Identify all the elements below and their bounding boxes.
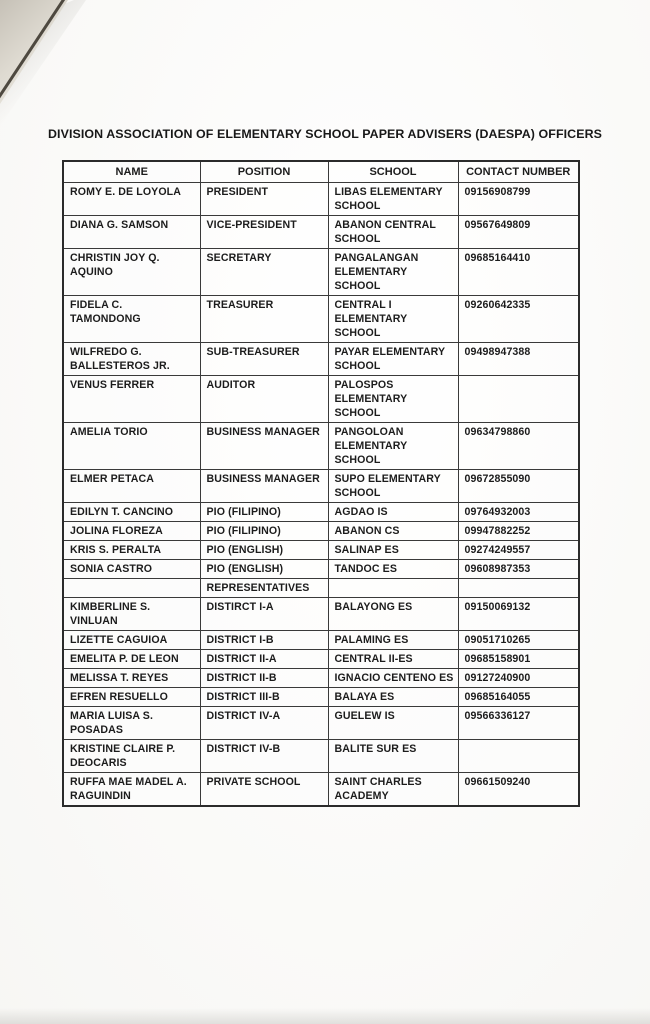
cell-school	[328, 578, 458, 597]
header-row	[63, 161, 579, 182]
cell-name: CHRISTIN JOY Q. AQUINO	[63, 248, 200, 295]
table-row	[63, 739, 579, 772]
cell-contact	[458, 578, 579, 597]
cell-school: ABANON CS	[328, 521, 458, 540]
cell-position: PIO (ENGLISH)	[200, 540, 328, 559]
cell-contact: 09661509240	[458, 772, 579, 806]
cell-contact: 09567649809	[458, 215, 579, 248]
cell-school: PANGOLOAN ELEMENTARY SCHOOL	[328, 422, 458, 469]
cell-name: SONIA CASTRO	[63, 559, 200, 578]
table-row	[63, 422, 579, 469]
table-row	[63, 668, 579, 687]
cell-position: PIO (FILIPINO)	[200, 502, 328, 521]
cell-position: PIO (FILIPINO)	[200, 521, 328, 540]
document-title: DIVISION ASSOCIATION OF ELEMENTARY SCHOOL PAPER ADVISERS (DAESPA) OFFICERS	[47, 127, 602, 141]
cell-school: IGNACIO CENTENO ES	[328, 668, 458, 687]
table-row	[63, 342, 579, 375]
cell-position: DISTRICT II-A	[200, 649, 328, 668]
cell-position: DISTRICT I-B	[200, 630, 328, 649]
table-row	[63, 469, 579, 502]
cell-contact	[458, 375, 579, 422]
cell-name: KRISTINE CLAIRE P. DEOCARIS	[63, 739, 200, 772]
cell-position: AUDITOR	[200, 375, 328, 422]
table-row	[63, 687, 579, 706]
cell-school: PANGALANGAN ELEMENTARY SCHOOL	[328, 248, 458, 295]
cell-school: AGDAO IS	[328, 502, 458, 521]
cell-name: VENUS FERRER	[63, 375, 200, 422]
cell-position: BUSINESS MANAGER	[200, 422, 328, 469]
cell-name: LIZETTE CAGUIOA	[63, 630, 200, 649]
cell-contact: 09051710265	[458, 630, 579, 649]
cell-name: EMELITA P. DE LEON	[63, 649, 200, 668]
table-row	[63, 559, 579, 578]
cell-name: WILFREDO G. BALLESTEROS JR.	[63, 342, 200, 375]
cell-position: VICE-PRESIDENT	[200, 215, 328, 248]
cell-school: ABANON CENTRAL SCHOOL	[328, 215, 458, 248]
table-row	[63, 502, 579, 521]
table-row	[63, 248, 579, 295]
cell-position: TREASURER	[200, 295, 328, 342]
cell-school: SALINAP ES	[328, 540, 458, 559]
table-row	[63, 215, 579, 248]
cell-school: BALAYONG ES	[328, 597, 458, 630]
cell-contact: 09274249557	[458, 540, 579, 559]
cell-position: REPRESENTATIVES	[200, 578, 328, 597]
cell-contact: 09498947388	[458, 342, 579, 375]
cell-name: ROMY E. DE LOYOLA	[63, 182, 200, 215]
cell-position: PRIVATE SCHOOL	[200, 772, 328, 806]
cell-position: BUSINESS MANAGER	[200, 469, 328, 502]
cell-name: FIDELA C. TAMONDONG	[63, 295, 200, 342]
cell-name: EDILYN T. CANCINO	[63, 502, 200, 521]
table-row	[63, 540, 579, 559]
header-school: SCHOOL	[328, 161, 458, 182]
cell-contact: 09672855090	[458, 469, 579, 502]
cell-position: DISTRICT II-B	[200, 668, 328, 687]
cell-school: PALAMING ES	[328, 630, 458, 649]
table-row	[63, 630, 579, 649]
cell-school: PAYAR ELEMENTARY SCHOOL	[328, 342, 458, 375]
header-position: POSITION	[200, 161, 328, 182]
cell-name: MARIA LUISA S. POSADAS	[63, 706, 200, 739]
cell-contact: 09608987353	[458, 559, 579, 578]
table-row	[63, 578, 579, 597]
cell-contact: 09947882252	[458, 521, 579, 540]
cell-contact: 09150069132	[458, 597, 579, 630]
cell-school: PALOSPOS ELEMENTARY SCHOOL	[328, 375, 458, 422]
cell-position: PRESIDENT	[200, 182, 328, 215]
cell-contact: 09260642335	[458, 295, 579, 342]
cell-name: AMELIA TORIO	[63, 422, 200, 469]
cell-name: MELISSA T. REYES	[63, 668, 200, 687]
cell-contact: 09685158901	[458, 649, 579, 668]
cell-contact: 09764932003	[458, 502, 579, 521]
table-row	[63, 597, 579, 630]
table-row	[63, 649, 579, 668]
cell-position: DISTRICT IV-A	[200, 706, 328, 739]
cell-position: PIO (ENGLISH)	[200, 559, 328, 578]
cell-school: SUPO ELEMENTARY SCHOOL	[328, 469, 458, 502]
cell-school: BALITE SUR ES	[328, 739, 458, 772]
cell-contact: 09127240900	[458, 668, 579, 687]
cell-contact	[458, 739, 579, 772]
table-header	[63, 161, 579, 182]
header-name: NAME	[63, 161, 200, 182]
cell-position: DISTIRCT I-A	[200, 597, 328, 630]
cell-school: LIBAS ELEMENTARY SCHOOL	[328, 182, 458, 215]
cell-school: CENTRAL I ELEMENTARY SCHOOL	[328, 295, 458, 342]
cell-position: SUB-TREASURER	[200, 342, 328, 375]
cell-school: TANDOC ES	[328, 559, 458, 578]
table-row	[63, 706, 579, 739]
officers-table	[62, 160, 580, 807]
page-bottom-shadow	[0, 1008, 650, 1024]
cell-name	[63, 578, 200, 597]
cell-name: DIANA G. SAMSON	[63, 215, 200, 248]
table-row	[63, 295, 579, 342]
cell-name: KRIS S. PERALTA	[63, 540, 200, 559]
cell-school: SAINT CHARLES ACADEMY	[328, 772, 458, 806]
cell-name: RUFFA MAE MADEL A. RAGUINDIN	[63, 772, 200, 806]
cell-name: KIMBERLINE S. VINLUAN	[63, 597, 200, 630]
cell-name: JOLINA FLOREZA	[63, 521, 200, 540]
cell-school: CENTRAL II-ES	[328, 649, 458, 668]
cell-contact: 09685164055	[458, 687, 579, 706]
table-row	[63, 521, 579, 540]
header-contact: CONTACT NUMBER	[458, 161, 579, 182]
table-row	[63, 375, 579, 422]
cell-contact: 09685164410	[458, 248, 579, 295]
cell-contact: 09634798860	[458, 422, 579, 469]
cell-name: ELMER PETACA	[63, 469, 200, 502]
table-row	[63, 772, 579, 806]
cell-name: EFREN RESUELLO	[63, 687, 200, 706]
cell-school: BALAYA ES	[328, 687, 458, 706]
cell-position: DISTRICT IV-B	[200, 739, 328, 772]
cell-school: GUELEW IS	[328, 706, 458, 739]
cell-position: SECRETARY	[200, 248, 328, 295]
cell-contact: 09566336127	[458, 706, 579, 739]
cell-position: DISTRICT III-B	[200, 687, 328, 706]
table-row	[63, 182, 579, 215]
table-body	[63, 182, 579, 806]
cell-contact: 09156908799	[458, 182, 579, 215]
